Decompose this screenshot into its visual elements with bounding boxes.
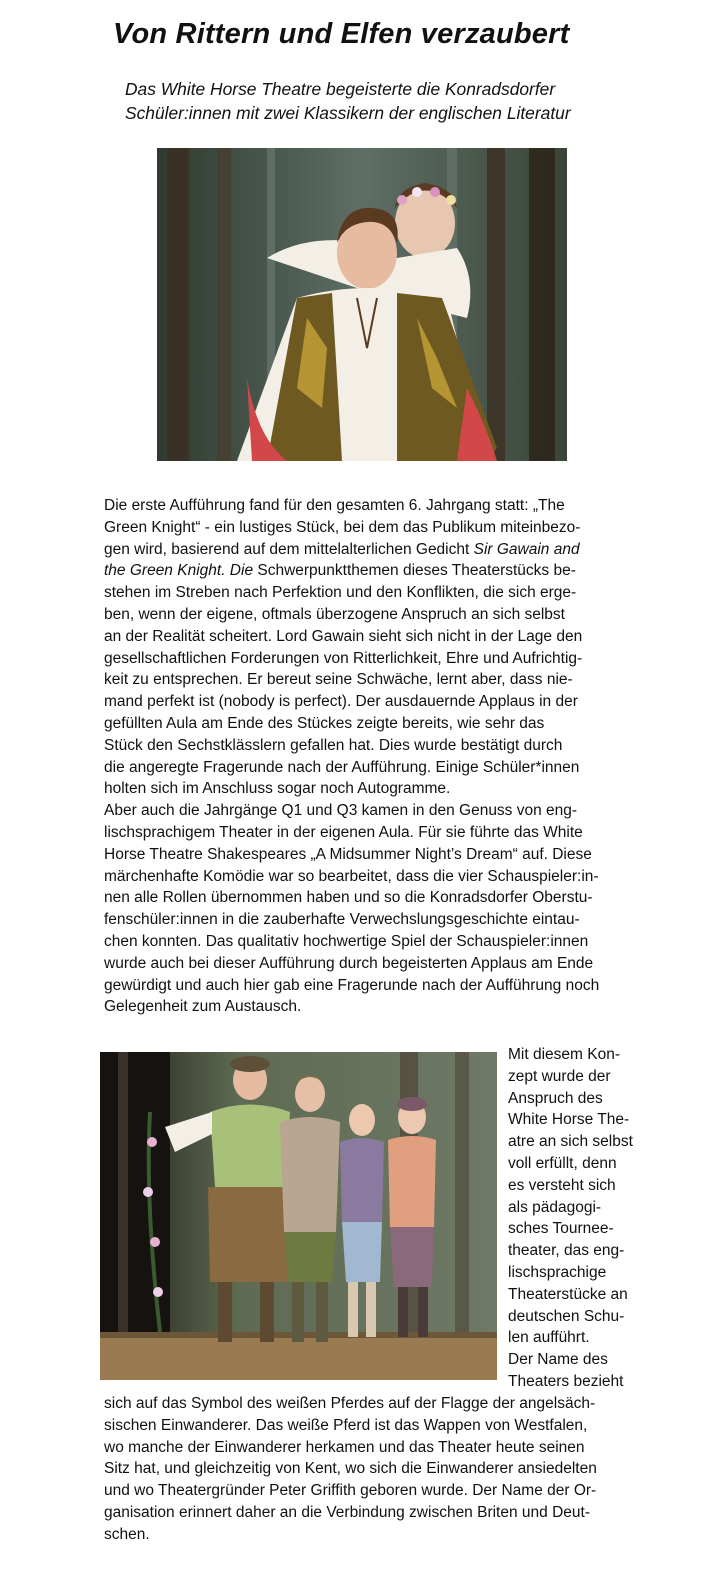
performance-photo-green-knight (157, 148, 567, 461)
side-line: White Horse The- (508, 1111, 630, 1129)
body-line: märchenhafte Komödie war so bearbeitet, dass die vier Schauspieler:in- (104, 867, 599, 885)
subtitle-line: Das White Horse Theatre begeisterte die Konradsdorfer (125, 79, 556, 99)
body-line: nen alle Rollen übernommen haben und so die Konradsdorfer Oberstu- (104, 889, 593, 907)
body-line-text: gen wird, basierend auf dem mittelalterlichen Gedicht (104, 540, 474, 558)
body-line: Die erste Aufführung fand für den gesamten 6. Jahrgang statt: „The (104, 497, 565, 514)
side-line: atre an sich selbst (508, 1133, 633, 1151)
side-line: deutschen Schu- (508, 1307, 625, 1325)
subtitle-line: Schüler:innen mit zwei Klassikern der englischen Literatur (125, 103, 571, 123)
body-line: fenschüler:innen in die zauberhafte Verwechslungsgeschichte eintau- (104, 911, 580, 929)
side-text (508, 1044, 668, 1393)
side-line: als pädagogi- (508, 1198, 602, 1216)
body-line (104, 539, 644, 561)
body-line: an der Realität scheitert. Lord Gawain sieht sich nicht in der Lage den (104, 627, 583, 645)
body-line: ben, wenn der eigene, oftmals überzogene Anspruch an sich selbst (104, 605, 565, 623)
body-line: gefüllten Aula am Ende des Stückes zeigte bereits, wie sehr das (104, 714, 545, 732)
bottom-text (104, 1393, 664, 1546)
poem-title-cont: the Green Knight. Die (104, 562, 254, 580)
body-line: Gelegenheit zum Austausch. (104, 998, 302, 1016)
bottom-line: schen. (104, 1525, 150, 1543)
side-line: theater, das eng- (508, 1242, 625, 1260)
poem-title: Sir Gawain and (473, 540, 580, 558)
side-line: voll erfüllt, denn (508, 1154, 617, 1172)
body-line: Horse Theatre Shakespeares „A Midsummer Night’s Dream“ auf. Diese (104, 845, 592, 863)
body-line: gewürdigt und auch hier gab eine Fragerunde nach der Aufführung noch (104, 976, 600, 994)
bottom-line: Sitz hat, und gleichzeitig von Kent, wo sich die Einwanderer ansiedelten (104, 1460, 597, 1478)
performance-photo-midsummer (100, 1052, 497, 1380)
side-line: len aufführt. (508, 1329, 590, 1347)
body-line: gesellschaftlichen Forderungen von Ritterlichkeit, Ehre und Aufrichtig- (104, 649, 583, 667)
side-line: Anspruch des (508, 1089, 603, 1107)
body-line: keit zu entsprechen. Er bereut seine Schwäche, lernt aber, dass nie- (104, 671, 573, 689)
article-body (104, 495, 644, 1018)
body-line: die angeregte Fragerunde nach der Aufführung. Einige Schüler*innen (104, 758, 580, 776)
body-line: Aber auch die Jahrgänge Q1 und Q3 kamen in den Genuss von eng- (104, 802, 578, 820)
side-line: Mit diesem Kon- (508, 1046, 620, 1063)
body-line: stehen im Streben nach Perfektion und den Konflikten, die sich erge- (104, 584, 577, 602)
photo-illustration (100, 1052, 497, 1380)
body-line: Stück den Sechstklässlern gefallen hat. Dies wurde bestätigt durch (104, 736, 563, 754)
bottom-line: wo manche der Einwanderer herkamen und das Theater heute seinen (104, 1438, 585, 1456)
side-line: Der Name des (508, 1351, 608, 1369)
side-line: Theaterstücke an (508, 1285, 628, 1303)
body-line: Green Knight“ - ein lustiges Stück, bei dem das Publikum miteinbezo- (104, 518, 581, 536)
bottom-line: und wo Theatergründer Peter Griffith geboren wurde. Der Name der Or- (104, 1482, 597, 1500)
body-line: mand perfekt ist (nobody is perfect). Der ausdauernde Applaus in der (104, 693, 578, 711)
photo-illustration (157, 148, 567, 461)
body-line: lischsprachigem Theater in der eigenen Aula. Für sie führte das White (104, 823, 583, 841)
article-subtitle (125, 77, 665, 125)
body-line: holten sich im Anschluss sogar noch Autogramme. (104, 780, 451, 798)
body-line (104, 560, 644, 582)
bottom-line: ganisation erinnert daher an die Verbindung zwischen Briten und Deut- (104, 1503, 590, 1521)
body-line-text: Schwerpunktthemen dieses Theaterstücks be- (253, 562, 576, 580)
side-line: es versteht sich (508, 1176, 616, 1194)
body-line: wurde auch bei dieser Aufführung durch begeisterten Applaus am Ende (104, 954, 594, 972)
side-line: lischsprachige (508, 1263, 607, 1281)
side-line: zept wurde der (508, 1067, 611, 1085)
side-line: sches Tournee- (508, 1220, 614, 1238)
article-title: Von Rittern und Elfen verzaubert (113, 18, 570, 50)
bottom-line: sischen Einwanderer. Das weiße Pferd ist das Wappen von Westfalen, (104, 1416, 588, 1434)
side-line: Theaters bezieht (508, 1372, 624, 1390)
bottom-line: sich auf das Symbol des weißen Pferdes auf der Flagge der angelsäch- (104, 1395, 596, 1412)
body-line: chen konnten. Das qualitativ hochwertige Spiel der Schauspieler:innen (104, 932, 589, 950)
